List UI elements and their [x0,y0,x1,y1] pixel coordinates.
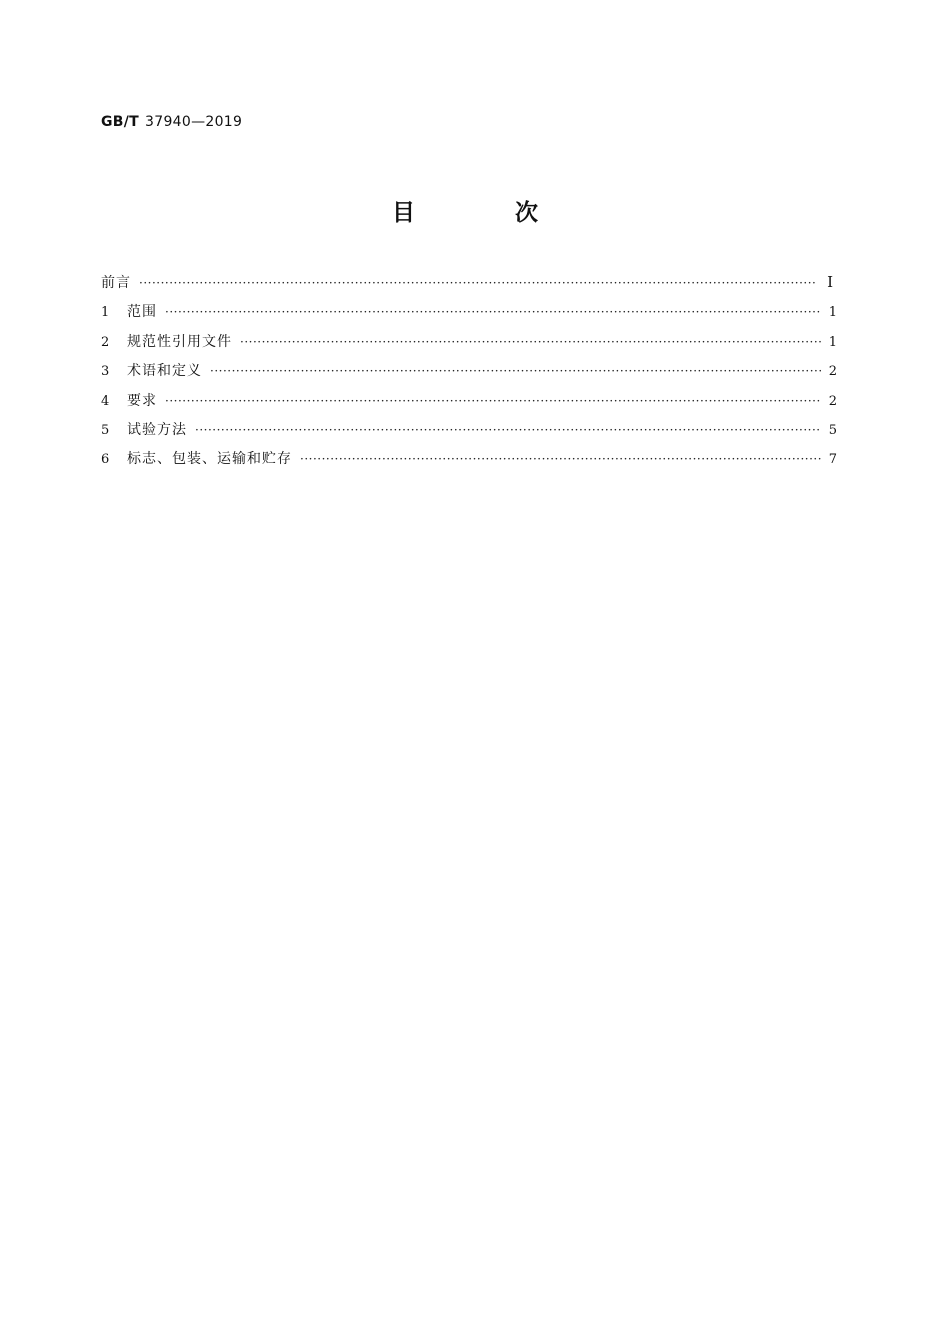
standard-code [101,114,242,130]
toc-entry-number: 1 [101,305,110,321]
toc-entry-number: 4 [101,393,110,409]
page-title: 目 次 [391,200,584,226]
toc-dot-leader [240,335,821,349]
toc-dot-leader [165,394,821,408]
toc-dot-leader [195,423,821,437]
toc-entry-page: 1 [828,305,837,321]
toc-entry-number: 5 [101,422,110,438]
toc-entry-marking-packaging[interactable] [101,448,837,477]
toc-entry-number: 2 [101,334,110,350]
toc-entry-page: 5 [828,422,837,438]
toc-entry-number: 3 [101,364,110,380]
toc-entry-scope[interactable] [101,301,837,330]
standard-number: 37940—2019 [145,114,243,130]
toc-entry-page: 2 [828,393,837,409]
toc-entry-page: 7 [828,452,837,468]
toc-entry-terms-definitions[interactable] [101,360,837,389]
toc-entry-label: 前言 [101,275,131,291]
toc-entry-number: 6 [101,452,110,468]
toc-entry-foreword[interactable] [101,272,837,301]
table-of-contents [101,272,837,478]
toc-entry-label: 标志、包装、运输和贮存 [127,451,292,468]
toc-entry-label: 试验方法 [127,421,187,438]
toc-entry-page: 2 [828,364,837,380]
toc-entry-test-methods[interactable] [101,419,837,448]
toc-dot-leader [165,305,821,319]
toc-entry-requirements[interactable] [101,390,837,419]
toc-dot-leader [300,452,821,466]
toc-entry-label: 范围 [127,304,157,321]
standard-prefix: GB/T [101,114,140,130]
toc-entry-label: 要求 [127,392,157,409]
toc-dot-leader [139,276,817,290]
toc-entry-page: Ⅰ [827,273,833,291]
toc-entry-label: 规范性引用文件 [127,333,232,350]
toc-entry-normative-references[interactable] [101,331,837,360]
toc-entry-page: 1 [828,334,837,350]
toc-entry-label: 术语和定义 [127,363,202,380]
toc-dot-leader [210,364,821,378]
